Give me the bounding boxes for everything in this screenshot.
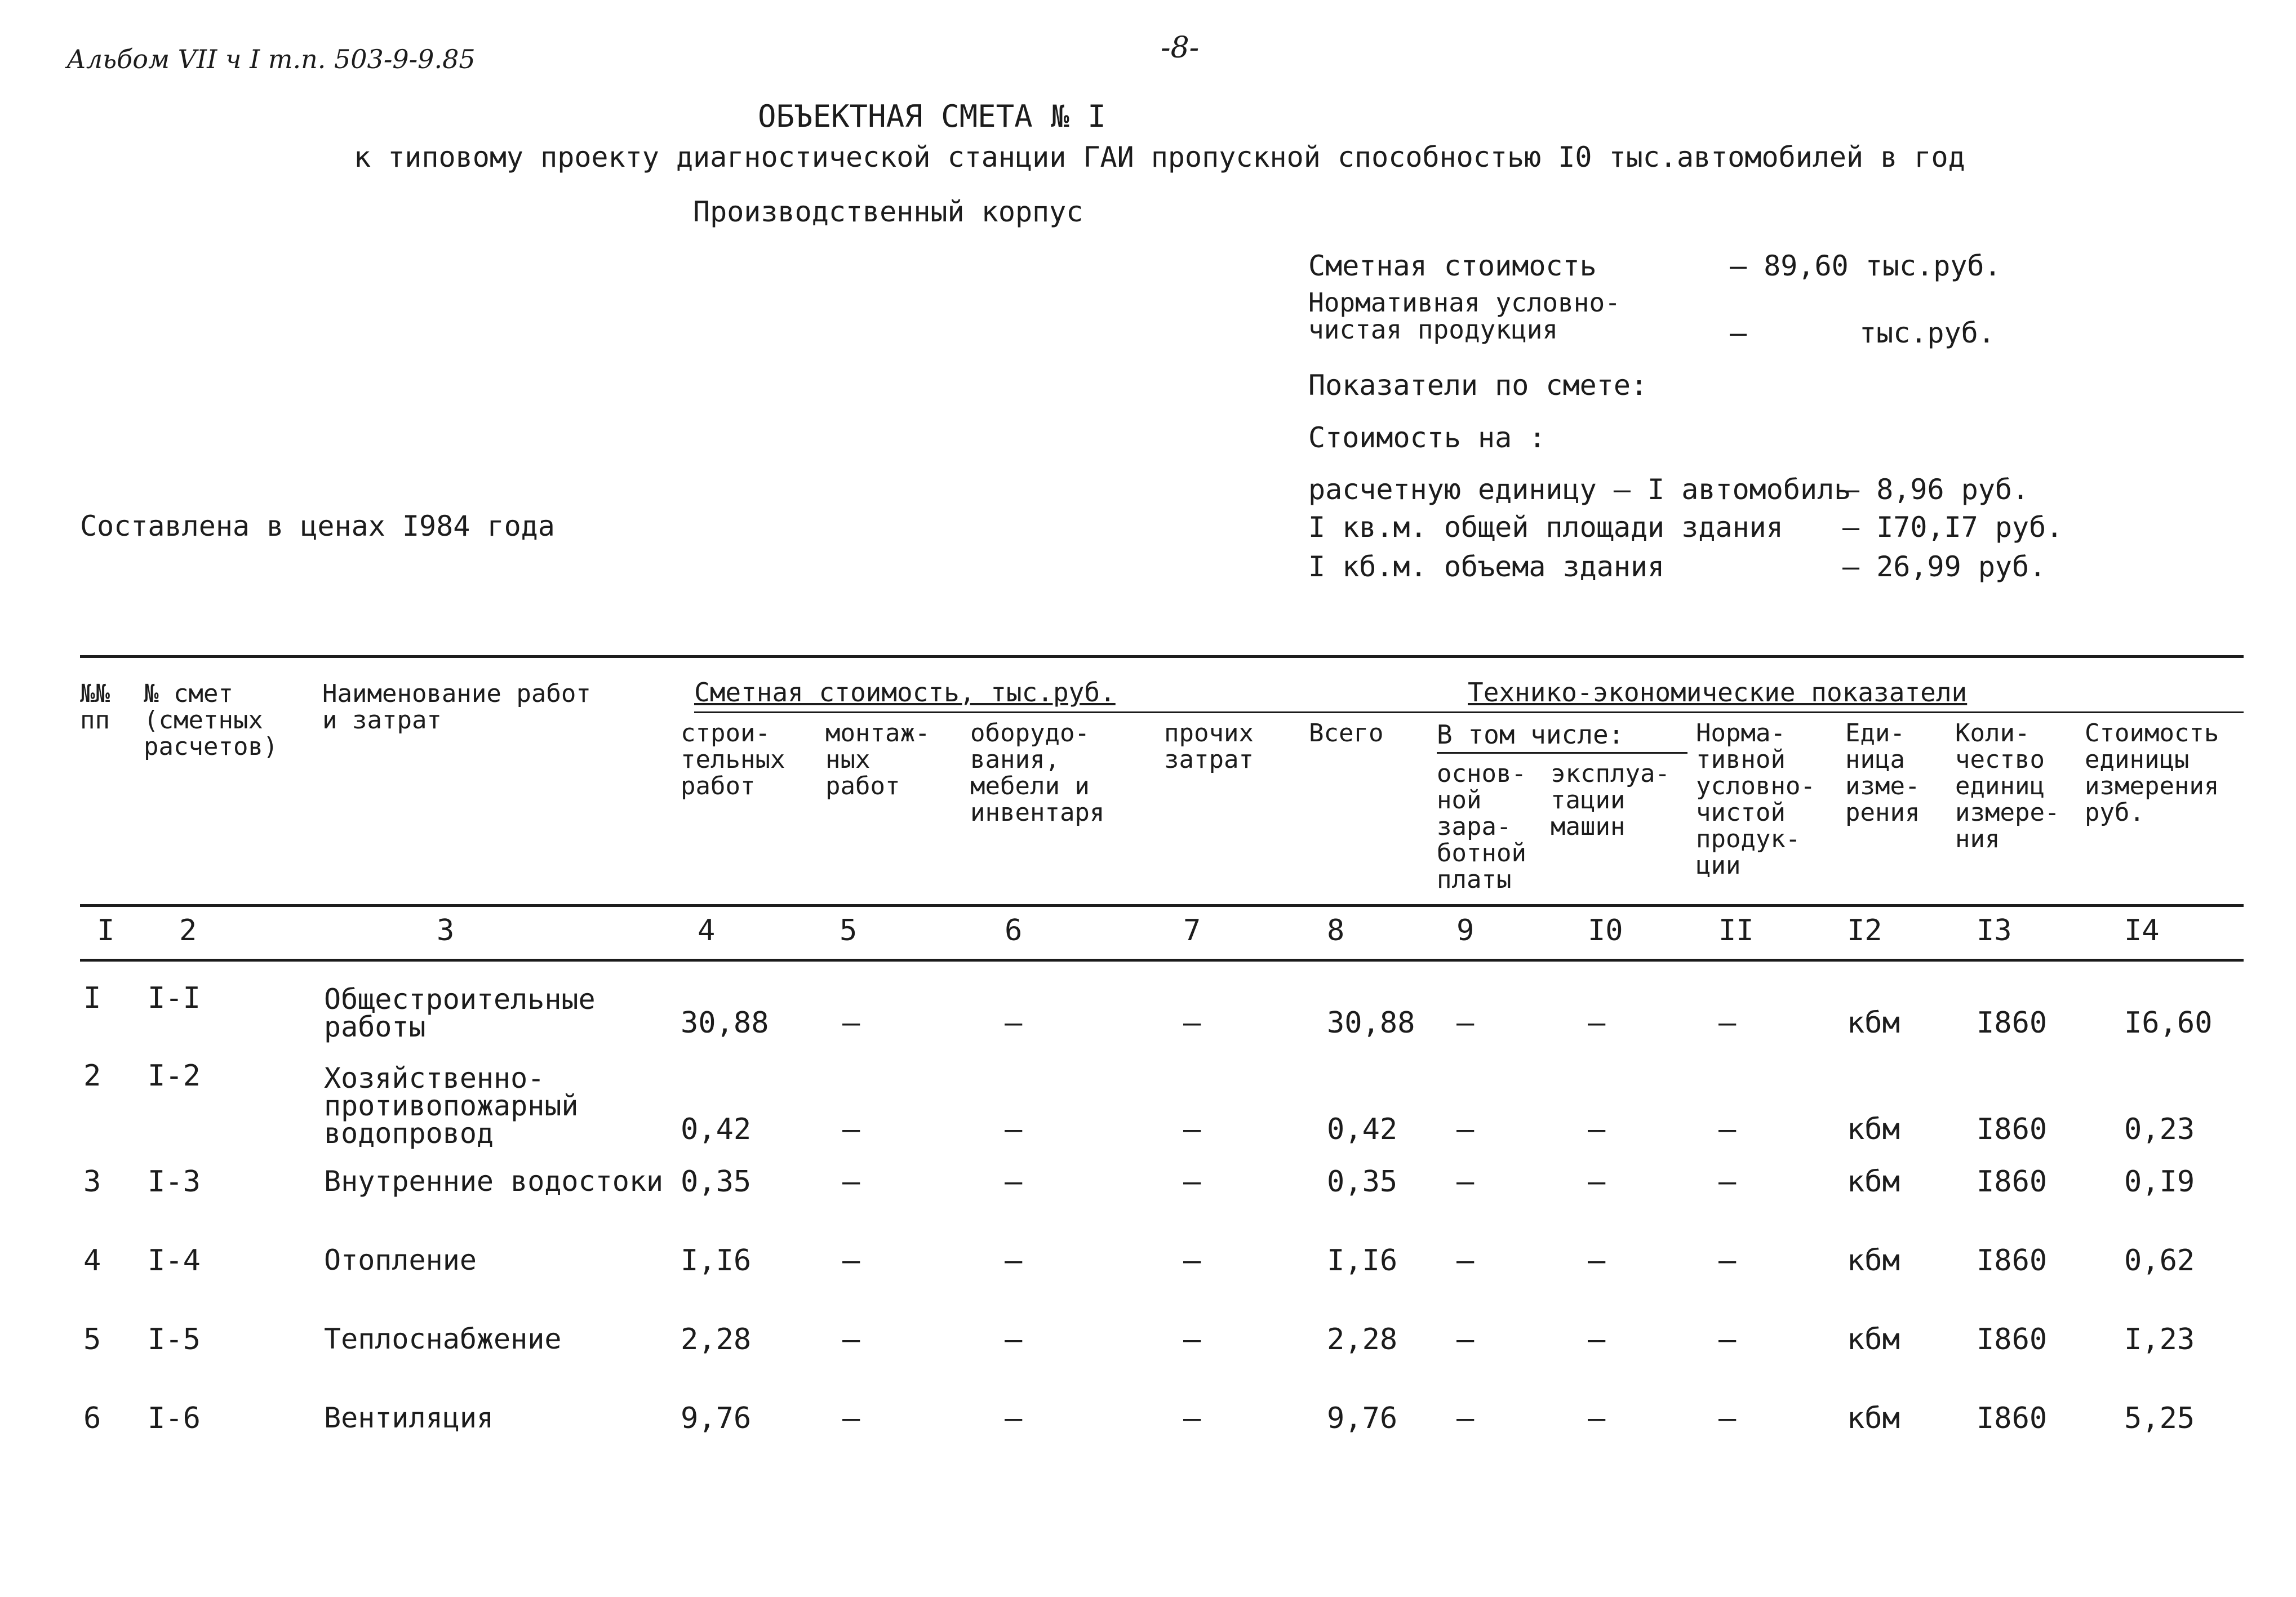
volume-label: I кб.м. объема здания <box>1308 550 1665 583</box>
row-number: 6 <box>83 1402 101 1435</box>
estimate-code: I-I <box>148 981 201 1015</box>
row-number: 5 <box>83 1323 101 1356</box>
normative: – <box>1718 1113 1737 1146</box>
unit-cost: 0,I9 <box>2124 1165 2195 1199</box>
header-work-name: Наименование работ и затрат <box>322 679 591 735</box>
machines: – <box>1588 1113 1606 1146</box>
unit: кбм <box>1847 1402 1900 1435</box>
unit: кбм <box>1847 1323 1900 1356</box>
header-total: Всего <box>1309 719 1384 748</box>
column-number: 6 <box>1005 914 1023 947</box>
area-label: I кв.м. общей площади здания <box>1308 511 1783 544</box>
work-name: Теплоснабжение <box>324 1323 562 1355</box>
column-number: I3 <box>1977 914 2012 947</box>
header-other: прочих затрат <box>1164 719 1254 774</box>
object-name: Производственный корпус <box>693 195 1083 228</box>
column-number: 7 <box>1183 914 1201 947</box>
total-cost: 2,28 <box>1327 1323 1398 1356</box>
table-top-rule <box>80 655 2244 658</box>
column-number: I <box>97 914 115 947</box>
indicators-label: Показатели по смете: <box>1308 369 1648 402</box>
row-number: 3 <box>83 1165 101 1199</box>
construction-cost: 2,28 <box>681 1323 752 1356</box>
unit: кбм <box>1847 1244 1900 1278</box>
header-machines: эксплуа- тации машин <box>1551 759 1670 841</box>
normative: – <box>1718 1402 1737 1435</box>
construction-cost: 30,88 <box>681 1006 769 1040</box>
cost-value: – 89,60 тыс.руб. <box>1730 250 2001 282</box>
header-salary: основ- ной зара- ботной платы <box>1437 759 1526 894</box>
column-number: I2 <box>1847 914 1882 947</box>
quantity: I860 <box>1977 1402 2048 1435</box>
other-cost: – <box>1183 1006 1201 1040</box>
construction-cost: 9,76 <box>681 1402 752 1435</box>
column-number: II <box>1718 914 1754 947</box>
unit-cost: I,23 <box>2124 1323 2195 1356</box>
other-cost: – <box>1183 1244 1201 1278</box>
installation-cost: – <box>842 1402 860 1435</box>
unit-cost: 5,25 <box>2124 1402 2195 1435</box>
total-cost: 0,35 <box>1327 1165 1398 1199</box>
salary: – <box>1456 1006 1475 1040</box>
normative: – <box>1718 1006 1737 1040</box>
group-header-tech: Технико-экономические показатели <box>1468 677 1968 708</box>
equipment-cost: – <box>1005 1323 1023 1356</box>
quantity: I860 <box>1977 1244 2048 1278</box>
estimate-code: I-6 <box>148 1402 201 1435</box>
header-quantity: Коли- чество единиц измере- ния <box>1955 719 2060 853</box>
group-header-rule <box>694 711 2244 713</box>
column-number: 8 <box>1327 914 1345 947</box>
column-number: 2 <box>179 914 197 947</box>
equipment-cost: – <box>1005 1006 1023 1040</box>
cost-per-label: Стоимость на : <box>1308 421 1546 454</box>
column-number: I0 <box>1588 914 1623 947</box>
unit-cost: 0,23 <box>2124 1113 2195 1146</box>
normative: – <box>1718 1244 1737 1278</box>
quantity: I860 <box>1977 1323 2048 1356</box>
other-cost: – <box>1183 1165 1201 1199</box>
estimate-code: I-2 <box>148 1059 201 1093</box>
machines: – <box>1588 1402 1606 1435</box>
unit: кбм <box>1847 1165 1900 1199</box>
total-cost: I,I6 <box>1327 1244 1398 1278</box>
estimate-code: I-5 <box>148 1323 201 1356</box>
norm-unit: тыс.руб. <box>1859 317 1995 349</box>
header-equipment: оборудо- вания, мебели и инвентаря <box>970 719 1105 827</box>
row-number: 2 <box>83 1059 101 1093</box>
group-header-cost: Сметная стоимость, тыс.руб. <box>694 677 1116 708</box>
header-construction: строи- тельных работ <box>681 719 785 800</box>
machines: – <box>1588 1244 1606 1278</box>
column-number: 4 <box>698 914 716 947</box>
installation-cost: – <box>842 1113 860 1146</box>
salary: – <box>1456 1244 1475 1278</box>
header-bottom-rule <box>80 904 2244 907</box>
salary: – <box>1456 1165 1475 1199</box>
header-unit-cost: Стоимость единицы измерения руб. <box>2085 719 2219 827</box>
total-cost: 30,88 <box>1327 1006 1415 1040</box>
total-cost: 0,42 <box>1327 1113 1398 1146</box>
column-number: 3 <box>437 914 455 947</box>
row-number: 4 <box>83 1244 101 1278</box>
prices-note: Составлена в ценах I984 года <box>80 510 555 542</box>
unit-value: – 8,96 руб. <box>1842 473 2029 506</box>
header-row-number: №№ пп <box>80 679 110 735</box>
column-number: I4 <box>2124 914 2160 947</box>
column-number-rule <box>80 959 2244 962</box>
volume-value: – 26,99 руб. <box>1842 550 2046 583</box>
column-number: 5 <box>840 914 858 947</box>
equipment-cost: – <box>1005 1402 1023 1435</box>
album-reference: Альбом VII ч I т.п. 503-9-9.85 <box>66 44 476 74</box>
quantity: I860 <box>1977 1113 2048 1146</box>
work-name: Отопление <box>324 1244 477 1276</box>
work-name: Общестроительные работы <box>324 983 596 1043</box>
page-number: -8- <box>1161 31 1200 65</box>
document-subtitle: к типовому проекту диагностической станции ГАИ пропускной способностью I0 тыс.автомобилей в год <box>354 141 1965 174</box>
installation-cost: – <box>842 1323 860 1356</box>
work-name: Хозяйственно- противопожарный водопровод <box>324 1062 579 1150</box>
other-cost: – <box>1183 1323 1201 1356</box>
row-number: I <box>83 981 101 1015</box>
installation-cost: – <box>842 1244 860 1278</box>
norm-dash: – <box>1730 317 1747 349</box>
unit: кбм <box>1847 1113 1900 1146</box>
total-cost: 9,76 <box>1327 1402 1398 1435</box>
equipment-cost: – <box>1005 1113 1023 1146</box>
estimate-code: I-4 <box>148 1244 201 1278</box>
column-number: 9 <box>1456 914 1475 947</box>
salary: – <box>1456 1402 1475 1435</box>
incl-rule <box>1437 752 1687 754</box>
norm-label: Нормативная условно- чистая продукция <box>1308 287 1620 345</box>
salary: – <box>1456 1113 1475 1146</box>
machines: – <box>1588 1165 1606 1199</box>
unit: кбм <box>1847 1006 1900 1040</box>
quantity: I860 <box>1977 1006 2048 1040</box>
unit-cost: 0,62 <box>2124 1244 2195 1278</box>
document-title: ОБЪЕКТНАЯ СМЕТА № I <box>758 99 1106 134</box>
construction-cost: I,I6 <box>681 1244 752 1278</box>
group-header-incl: В том числе: <box>1437 719 1624 750</box>
machines: – <box>1588 1323 1606 1356</box>
equipment-cost: – <box>1005 1244 1023 1278</box>
installation-cost: – <box>842 1165 860 1199</box>
work-name: Вентиляция <box>324 1402 494 1434</box>
construction-cost: 0,35 <box>681 1165 752 1199</box>
header-installation: монтаж- ных работ <box>825 719 930 800</box>
cost-label: Сметная стоимость <box>1308 250 1597 282</box>
area-value: – I70,I7 руб. <box>1842 511 2063 544</box>
header-unit: Еди- ница изме- рения <box>1845 719 1920 827</box>
normative: – <box>1718 1323 1737 1356</box>
work-name: Внутренние водостоки <box>324 1165 664 1198</box>
estimate-code: I-3 <box>148 1165 201 1199</box>
unit-label: расчетную единицу – I автомобиль <box>1308 473 1851 506</box>
construction-cost: 0,42 <box>681 1113 752 1146</box>
header-normative: Норма- тивной условно- чистой продук- ции <box>1696 719 1815 880</box>
equipment-cost: – <box>1005 1165 1023 1199</box>
other-cost: – <box>1183 1113 1201 1146</box>
unit-cost: I6,60 <box>2124 1006 2213 1040</box>
other-cost: – <box>1183 1402 1201 1435</box>
salary: – <box>1456 1323 1475 1356</box>
header-estimate-number: № смет (сметных расчетов) <box>144 679 278 761</box>
normative: – <box>1718 1165 1737 1199</box>
installation-cost: – <box>842 1006 860 1040</box>
machines: – <box>1588 1006 1606 1040</box>
quantity: I860 <box>1977 1165 2048 1199</box>
